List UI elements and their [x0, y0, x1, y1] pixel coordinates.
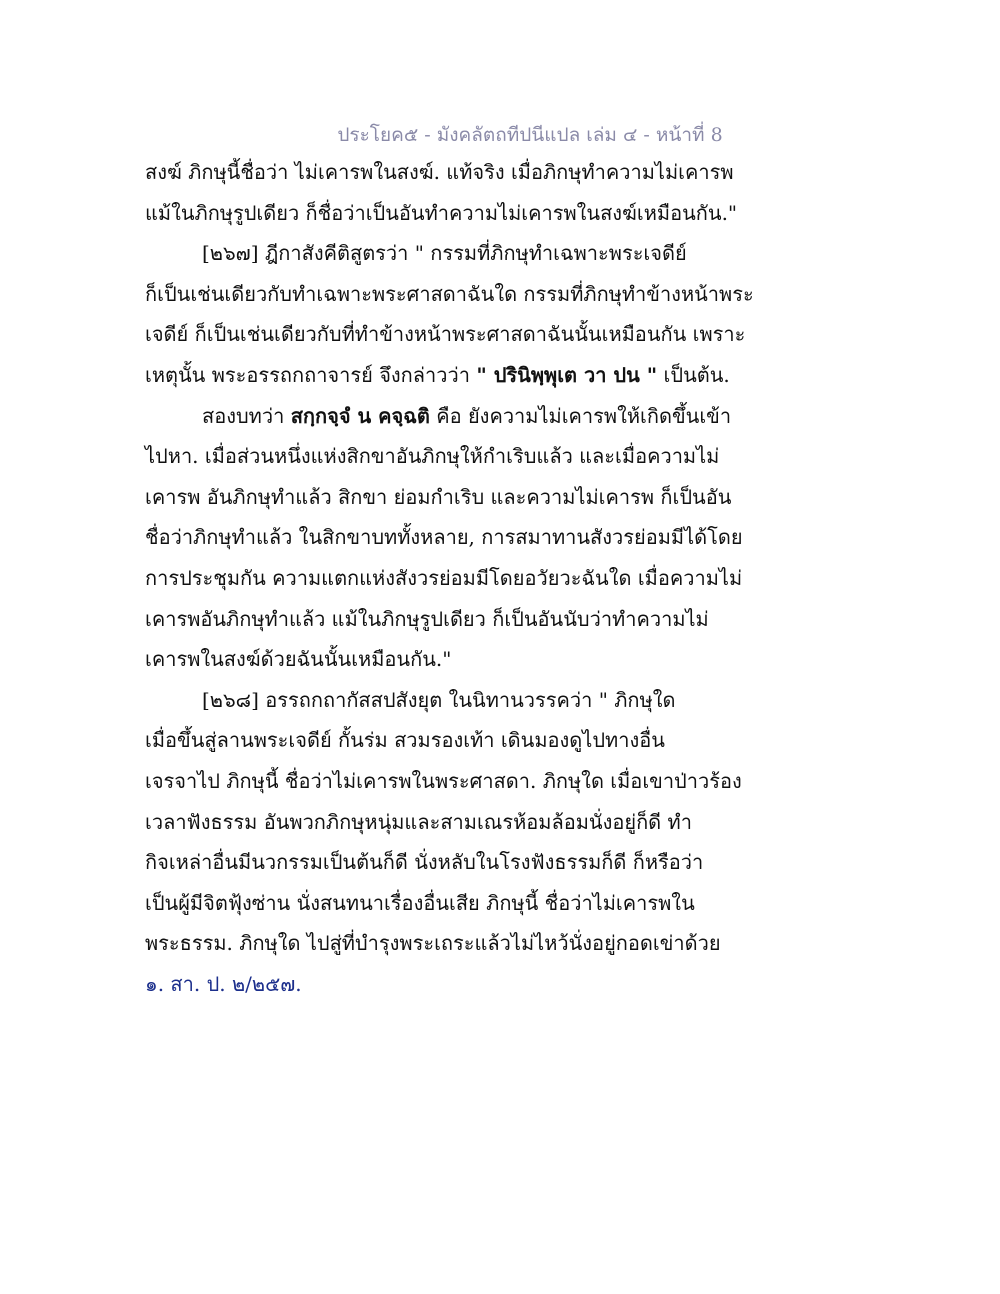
footnote: ๑. สา. ป. ๒/๒๕๗.: [145, 971, 302, 996]
text-line: เคารพในสงฆ์ด้วยฉันนั้นเหมือนกัน.": [145, 647, 452, 672]
body-text: [145, 152, 754, 1004]
text-line: เมื่อขึ้นสู่ลานพระเจดีย์ กั้นร่ม สวมรองเท้า เดินมองดูไปทางอื่น: [145, 728, 665, 753]
text-line: เจดีย์ ก็เป็นเช่นเดียวกับที่ทำข้างหน้าพระศาสดาฉันนั้นเหมือนกัน เพราะ: [145, 322, 746, 347]
running-header: ประโยค๕ - มังคลัตถทีปนีแปล เล่ม ๔ - หน้าที่ 8: [337, 124, 723, 146]
text-line: เป็นผู้มีจิตฟุ้งซ่าน นั่งสนทนาเรื่องอื่นเสีย ภิกษุนี้ ชื่อว่าไม่เคารพใน: [145, 890, 695, 915]
text-line: แม้ในภิกษุรูปเดียว ก็ชื่อว่าเป็นอันทำความไม่เคารพในสงฆ์เหมือนกัน.": [145, 200, 738, 225]
text-line: สงฆ์ ภิกษุนี้ชื่อว่า ไม่เคารพในสงฆ์. แท้จริง เมื่อภิกษุทำความไม่เคารพ: [145, 160, 734, 184]
text-line: ไปหา. เมื่อส่วนหนึ่งแห่งสิกขาอันภิกษุให้กำเริบแล้ว และเมื่อความไม่: [145, 444, 720, 469]
text-line: [145, 396, 732, 437]
text-line: ก็เป็นเช่นเดียวกับทำเฉพาะพระศาสดาฉันใด กรรมที่ภิกษุทำข้างหน้าพระ: [145, 281, 754, 306]
text-line: เจรจาไป ภิกษุนี้ ชื่อว่าไม่เคารพในพระศาสดา. ภิกษุใด เมื่อเขาป่าวร้อง: [145, 768, 742, 793]
pali-term: สกฺกจฺจํ น คจฺฉติ: [290, 403, 430, 428]
text-line: เคารพอันภิกษุทำแล้ว แม้ในภิกษุรูปเดียว ก็เป็นอันนับว่าทำความไม่: [145, 606, 709, 631]
text-line: กิจเหล่าอื่นมีนวกรรมเป็นต้นก็ดี นั่งหลับในโรงฟังธรรมก็ดี ก็หรือว่า: [145, 850, 704, 875]
text-line: ชื่อว่าภิกษุทำแล้ว ในสิกขาบททั้งหลาย, การสมาทานสังวรย่อมมีได้โดย: [145, 525, 743, 550]
pali-quote: " ปรินิพฺพุเต วา ปน ": [476, 362, 658, 387]
text-line: พระธรรม. ภิกษุใด ไปสู่ที่บำรุงพระเถระแล้วไม่ไหว้นั่งอยู่กอดเข่าด้วย: [145, 931, 721, 956]
text-line: การประชุมกัน ความแตกแห่งสังวรย่อมมีโดยอวัยวะฉันใด เมื่อความไม่: [145, 565, 743, 590]
text-segment: เป็นต้น.: [663, 362, 730, 387]
text-segment: สองบทว่า: [202, 403, 285, 428]
text-segment: เหตุนั้น พระอรรถกถาจารย์ จึงกล่าวว่า: [145, 362, 470, 387]
text-line: เคารพ อันภิกษุทำแล้ว สิกขา ย่อมกำเริบ และความไม่เคารพ ก็เป็นอัน: [145, 484, 732, 509]
text-line: [145, 355, 730, 396]
text-line: เวลาฟังธรรม อันพวกภิกษุหนุ่มและสามเณรห้อมล้อมนั่งอยู่ก็ดี ทำ: [145, 809, 692, 834]
paragraph-267-start: [๒๖๗] ฎีกาสังคีติสูตรว่า " กรรมที่ภิกษุทำเฉพาะพระเจดีย์: [202, 241, 687, 266]
text-segment: คือ ยังความไม่เคารพให้เกิดขึ้นเข้า: [436, 403, 732, 428]
paragraph-268-start: [๒๖๘] อรรถกถากัสสปสังยุต ในนิทานวรรคว่า " ภิกษุใด: [202, 687, 676, 712]
